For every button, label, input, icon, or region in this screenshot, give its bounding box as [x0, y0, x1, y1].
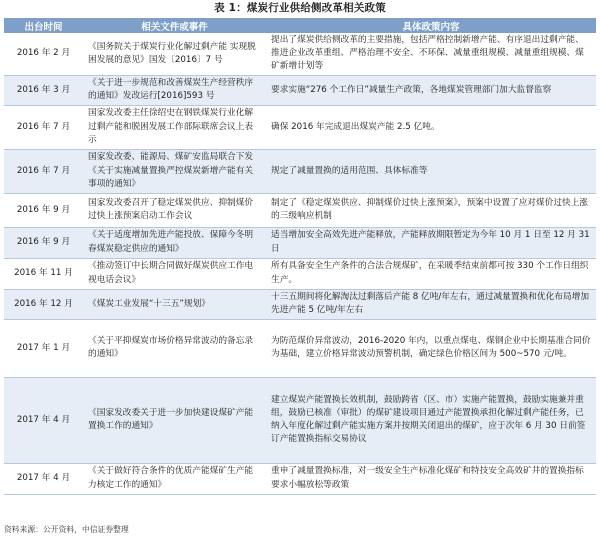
- table-row: [4, 33, 596, 75]
- row-content: 重申了减量置换标准，对一级安全生产标准化煤矿和特技安全高效矿井的置换指标要求小幅放松等政策: [266, 463, 596, 494]
- row-date: 2016 年 7 月: [4, 149, 83, 193]
- header-row: [4, 18, 596, 33]
- table-row: [4, 105, 596, 149]
- row-content: 要求实施“276 个工作日”减量生产政策，各地煤炭管理部门加大监督监察: [266, 75, 596, 105]
- row-doc: 国家发改委主任徐绍史在钢铁煤炭行业化解过剩产能和脱困发展工作部际联席会议上表示: [83, 105, 266, 149]
- header-doc: 相关文件或事件: [83, 18, 266, 33]
- row-doc: 国家发改委召开了稳定煤炭供应、抑制煤价过快上涨预案启动工作会议: [83, 193, 266, 227]
- row-date: 2016 年 11 月: [4, 258, 83, 289]
- row-date: 2016 年 9 月: [4, 193, 83, 227]
- row-doc: 《国务院关于煤炭行业化解过剩产能 实现脱困发展的意见》国发〔2016〕7 号: [83, 33, 266, 75]
- row-content: 所有具备安全生产条件的合法合规煤矿，在采暖季结束前都可按 330 个工作日组织生产。: [266, 258, 596, 289]
- row-content: 十三五期间将化解淘汰过剩落后产能 8 亿吨/年左右，通过减量置换和优化布局增加先进产能 5 亿吨/年左右: [266, 289, 596, 319]
- table-row: [4, 463, 596, 494]
- table-row: [4, 377, 596, 463]
- row-doc: 《关于做好符合条件的优质产能煤矿生产能力核定工作的通知》: [83, 463, 266, 494]
- row-date: 2016 年 2 月: [4, 33, 83, 75]
- row-content: 提出了煤炭供给侧改革的主要措施，包括严格控制新增产能、有序退出过剩产能、推进企业改革重组、严格治理不安全、不环保、减量重组规模、减量重组规模、煤矿新增计划等: [266, 33, 596, 75]
- row-date: 2017 年 4 月: [4, 377, 83, 463]
- row-content: 为防范煤价异常波动，2016-2020 年内，以重点煤电、煤钢企业中长期基准合同价为基础，建立价格异常波动预警机制，确定绿色价格区间为 500~570 元/吨。: [266, 319, 596, 377]
- table-row: [4, 289, 596, 319]
- row-doc: 国家发改委、能源局、煤矿安监局联合下发《关于实施减量置换严控煤炭新增产能有关事项的通知》: [83, 149, 266, 193]
- row-content: 适当增加安全高效先进产能释放，产能释放期限暂定为今年 10 月 1 日至 12 月 31 日: [266, 227, 596, 258]
- table-row: [4, 227, 596, 258]
- row-content: 确保 2016 年完成退出煤炭产能 2.5 亿吨。: [266, 105, 596, 149]
- row-date: 2016 年 7 月: [4, 105, 83, 149]
- row-doc: 《国家发改委关于进一步加快建设煤矿产能置换工作的通知》: [83, 377, 266, 463]
- row-date: 2017 年 1 月: [4, 319, 83, 377]
- row-date: 2016 年 12 月: [4, 289, 83, 319]
- row-date: 2016 年 9 月: [4, 227, 83, 258]
- row-content: 制定了《稳定煤炭供应、抑制煤价过快上涨预案》，预案中设置了应对煤价过快上涨的三级响应机制: [266, 193, 596, 227]
- row-doc: 《关于进一步规范和改善煤炭生产经营秩序的通知》发改运行[2016]593 号: [83, 75, 266, 105]
- table-row: [4, 149, 596, 193]
- row-date: 2016 年 3 月: [4, 75, 83, 105]
- source-note: 资料来源：公开资料，中信证券整理: [4, 525, 129, 534]
- table-row: [4, 319, 596, 377]
- table-row: [4, 75, 596, 105]
- table-row: [4, 193, 596, 227]
- policy-table: [4, 18, 596, 495]
- row-content: 规定了减量置换的适用范围、具体标准等: [266, 149, 596, 193]
- header-date: 出台时间: [4, 18, 83, 33]
- row-doc: 《煤炭工业发展“十三五”规划》: [83, 289, 266, 319]
- row-doc: 《推动签订中长期合同做好煤炭供应工作电视电话会议》: [83, 258, 266, 289]
- row-content: 建立煤炭产能置换长效机制，鼓励跨省（区、市）实施产能置换，鼓励实施兼并重组，鼓励已核准（审批）的煤矿建设项目通过产能置换承担化解过剩产能任务，已纳入年度化解过剩产能实施方案并按期关闭退出的煤矿，应于次年 6 月 30 日前签订产能置换指标交易协议: [266, 377, 596, 463]
- row-doc: 《关于平抑煤炭市场价格异常波动的备忘录的通知》: [83, 319, 266, 377]
- table-row: [4, 258, 596, 289]
- row-date: 2017 年 4 月: [4, 463, 83, 494]
- row-doc: 《关于适度增加先进产能投放、保障今冬明春煤炭稳定供应的通知》: [83, 227, 266, 258]
- header-content: 具体政策内容: [266, 18, 596, 33]
- table-caption: 表 1：煤炭行业供给侧改革相关政策: [214, 2, 386, 14]
